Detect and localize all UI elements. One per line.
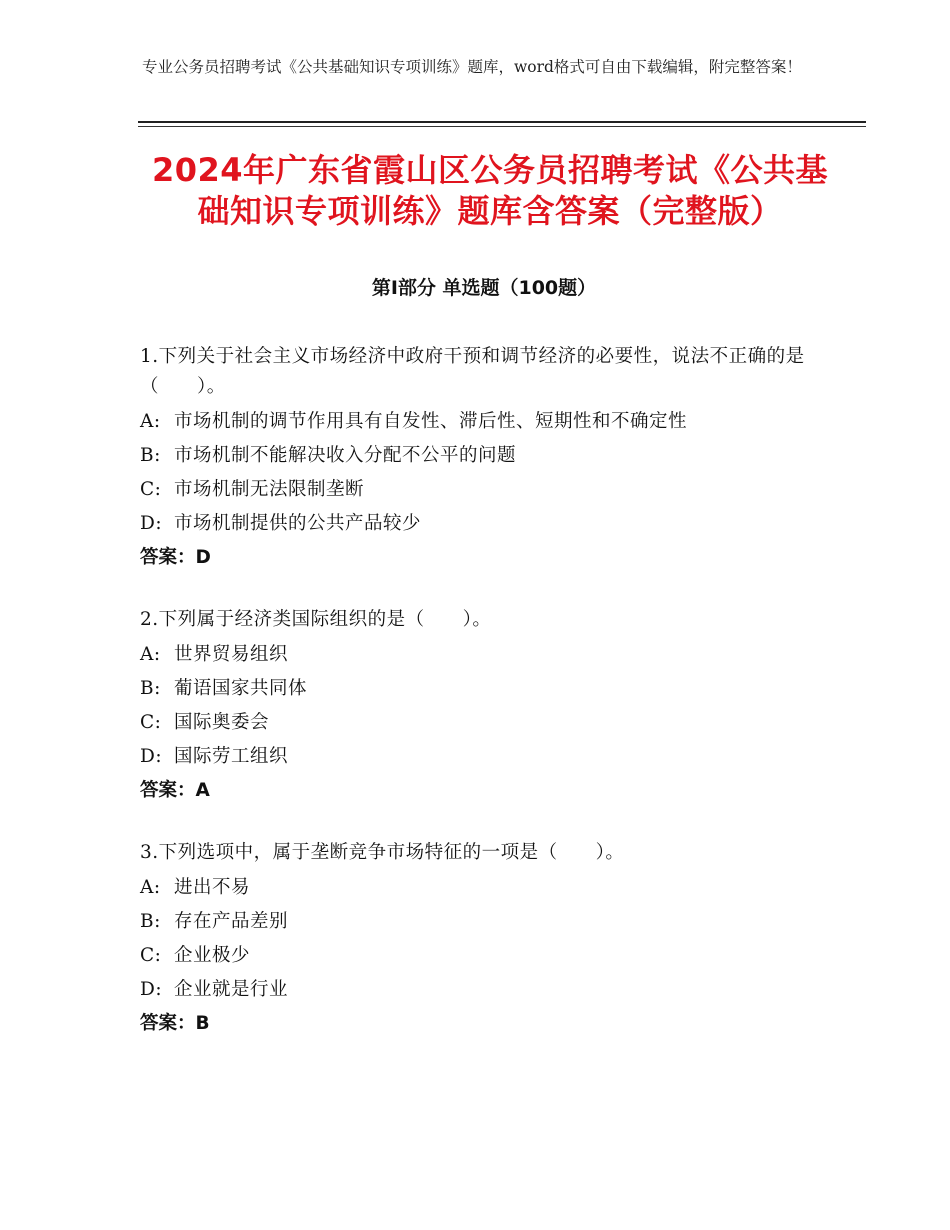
header-note: 专业公务员招聘考试《公共基础知识专项训练》题库，word格式可自由下载编辑，附完整答案！ [142,58,802,76]
question-stem: 3.下列选项中，属于垄断竞争市场特征的一项是（ ）。 [140,842,625,863]
option-letter: B: [140,445,161,466]
option-text: 市场机制不能解决收入分配不公平的问题 [174,445,517,466]
option-letter: B: [140,911,161,932]
option-letter: A: [140,877,161,898]
option-b [140,439,830,473]
answer-line: 答案：B [140,1013,210,1034]
option-c [140,473,830,507]
option-a [140,638,830,672]
option-text: 进出不易 [174,877,251,898]
question-stem: 2.下列属于经济类国际组织的是（ ）。 [140,609,492,630]
option-text: 市场机制提供的公共产品较少 [174,513,422,534]
option-letter: D: [140,979,163,1000]
option-letter: A: [140,411,161,432]
option-d [140,973,830,1007]
option-text: 葡语国家共同体 [174,678,308,699]
option-text: 国际劳工组织 [174,746,289,767]
option-letter: C: [140,479,162,500]
question-3 [140,838,830,1041]
section-title: 第Ⅰ部分 单选题（100题） [371,277,597,299]
option-letter: C: [140,712,162,733]
document-title: 2024年广东省霞山区公务员招聘考试《公共基础知识专项训练》题库含答案（完整版） [151,151,829,230]
option-text: 市场机制无法限制垄断 [174,479,365,500]
option-letter: C: [140,945,162,966]
answer-line: 答案：A [140,780,210,801]
option-letter: D: [140,746,163,767]
option-b [140,905,830,939]
question-list [140,342,830,1071]
option-d [140,507,830,541]
option-text: 世界贸易组织 [174,644,289,665]
option-a [140,405,830,439]
option-c [140,706,830,740]
question-stem: 1.下列关于社会主义市场经济中政府干预和调节经济的必要性，说法不正确的是（ ）。 [140,346,805,397]
option-letter: D: [140,513,163,534]
header-rule-thin [138,126,866,127]
option-d [140,740,830,774]
option-text: 市场机制的调节作用具有自发性、滞后性、短期性和不确定性 [174,411,688,432]
question-2 [140,605,830,808]
option-a [140,871,830,905]
option-letter: B: [140,678,161,699]
option-text: 国际奥委会 [174,712,270,733]
option-b [140,672,830,706]
option-text: 存在产品差别 [174,911,289,932]
answer-line: 答案：D [140,547,211,568]
question-1 [140,342,830,575]
option-text: 企业极少 [174,945,251,966]
option-letter: A: [140,644,161,665]
option-text: 企业就是行业 [174,979,289,1000]
header-rule [138,121,866,123]
option-c [140,939,830,973]
